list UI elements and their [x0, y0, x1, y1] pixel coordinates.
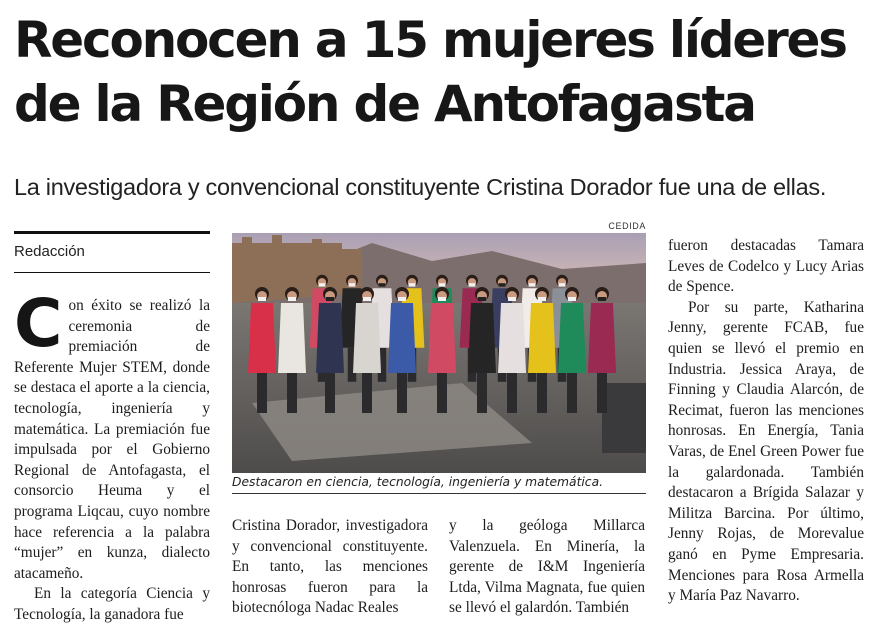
person-body [248, 303, 276, 373]
photo-credit: CEDIDA [608, 221, 646, 231]
person-body [428, 303, 456, 373]
person-legs [507, 373, 517, 413]
person-legs [437, 373, 447, 413]
person-body [528, 303, 556, 373]
person-mask [363, 297, 371, 301]
person-mask [559, 283, 566, 286]
person-legs [477, 373, 487, 413]
col1-paragraph-2: En la categoría Ciencia y Tecnología, la ganadora fue [14, 585, 210, 623]
photo-caption: Destacaron en ciencia, tecnología, ingeniería y matemática. [232, 473, 646, 494]
person-mask [499, 283, 506, 286]
person-mask [598, 297, 606, 301]
person-mask [319, 283, 326, 286]
person-legs [257, 373, 267, 413]
person-mask [439, 283, 446, 286]
col4-paragraph-1: fueron destacadas Tamara Leves de Codelco y Lucy Arias de Spence. [668, 237, 864, 296]
person-body [468, 303, 496, 373]
person-mask [438, 297, 446, 301]
headline-line-2: de la Región de Antofagasta [14, 75, 755, 133]
person-mask [529, 283, 536, 286]
person-legs [362, 373, 372, 413]
subheadline: La investigadora y convencional constituyente Cristina Dorador fue una de ellas. [14, 174, 827, 200]
col1-paragraph-1: on éxito se realizó la ceremonia de premiación de Referente Mujer STEM, donde se destaca el aporte a la ciencia, tecnología, ingeniería y matemática. La premiación fue impulsada por el Gobierno Regional de Antofagasta, el consorcio Heuma y el programa Liqcau, cuyo nombre hace referencia a la palabra “mujer” en kunza, dialecto atacameño. [14, 297, 210, 582]
col4-paragraph-2: Por su parte, Katharina Jenny, gerente FCAB, fue quien se llevó el premio en Industria. Jessica Araya, de Finning y Claudia Alarcón, de Recimat, fueron las menciones honrosas. En Energía, Tania Varas, de Enel Green Power fue la galardonada. También destacaron a Brígida Salazar y Militza Barcina. Por último, Jenny Rojas, de Morevalue ganó en Pyme Empresaria. Menciones para Rosa Armella y María Paz Navarro. [668, 298, 864, 605]
drop-cap: C [14, 285, 63, 362]
person-body [588, 303, 616, 373]
person-legs [287, 373, 297, 413]
person-body [316, 303, 344, 373]
person-mask [258, 297, 266, 301]
person-legs [597, 373, 607, 413]
person-legs [537, 373, 547, 413]
person-body [278, 303, 306, 373]
person-body [558, 303, 586, 373]
person-legs [397, 373, 407, 413]
article-column-2 [232, 516, 428, 619]
person-mask [469, 283, 476, 286]
person-mask [398, 297, 406, 301]
col3-paragraph-1: y la geóloga Millarca Valenzuela. En Minería, la gerente de I&M Ingeniería Ltda, Vilma Magnata, fue quien se llevó el galardón. También [449, 517, 645, 617]
person-mask [409, 283, 416, 286]
byline: Redacción [14, 243, 85, 260]
person-mask [326, 297, 334, 301]
person-mask [478, 297, 486, 301]
person-mask [349, 283, 356, 286]
col2-paragraph-1: Cristina Dorador, investigadora y convencional constituyente. En tanto, las menciones honrosas fueron para la biotecnóloga Nadac Reales [232, 517, 428, 617]
group-photo-illustration [232, 233, 646, 473]
sofa [602, 383, 646, 453]
article-column-4 [668, 236, 864, 607]
person-mask [508, 297, 516, 301]
person-body [388, 303, 416, 373]
person-mask [379, 283, 386, 286]
person-mask [568, 297, 576, 301]
article-column-3 [449, 516, 645, 619]
person-body [498, 303, 526, 373]
person-legs [325, 373, 335, 413]
person-legs [567, 373, 577, 413]
headline-line-1: Reconocen a 15 mujeres líderes [14, 11, 846, 69]
person-mask [288, 297, 296, 301]
byline-box [14, 231, 210, 273]
person-body [353, 303, 381, 373]
article-column-1 [14, 285, 210, 626]
article-photo [232, 233, 646, 473]
person-mask [538, 297, 546, 301]
headline [14, 8, 864, 136]
